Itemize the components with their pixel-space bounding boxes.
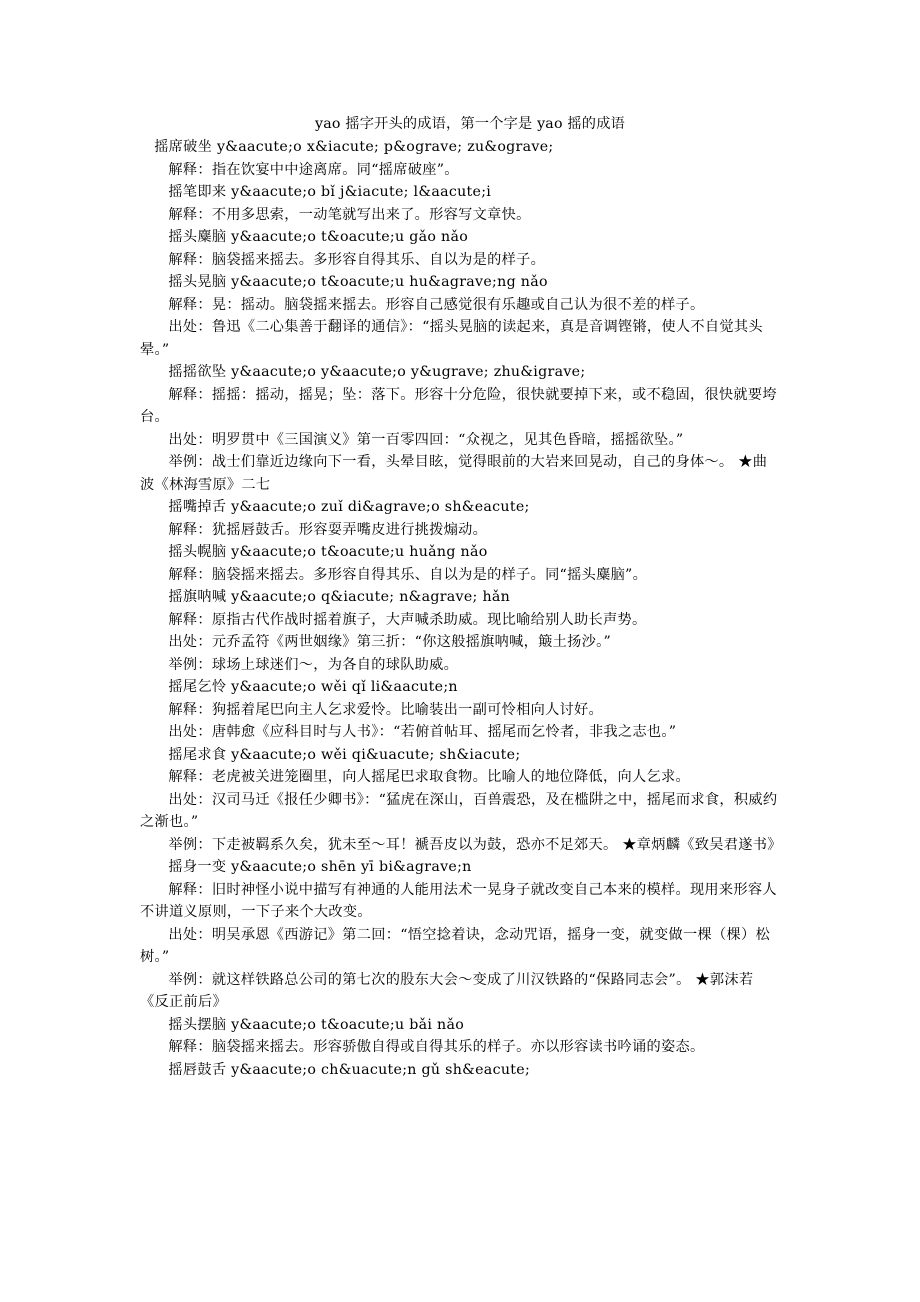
text-line: 摇笔即来 y&aacute;o bǐ j&iacute; l&aacute;i xyxy=(168,184,492,200)
text-line: 解释：原指古代作战时摇着旗子，大声喊杀助威。现比喻给别人助长声势。 xyxy=(168,611,647,628)
text-line: 举例：就这样铁路总公司的第七次的股东大会～变成了川汉铁路的“保路同志会”。 ★郭沫若《反正前后》 xyxy=(140,971,754,1010)
text-line: 摇旗呐喊 y&aacute;o q&iacute; n&agrave; hǎn xyxy=(168,589,511,605)
text-line: 解释：不用多思索，一动笔就写出来了。形容写文章快。 xyxy=(168,206,531,223)
text-line: 摇头摆脑 y&aacute;o t&oacute;u bǎi nǎo xyxy=(168,1016,465,1033)
text-line: 解释：犹摇唇鼓舌。形容耍弄嘴皮进行挑拨煽动。 xyxy=(168,521,488,538)
text-line: 出处：鲁迅《二心集善于翻译的通信》：“摇头晃脑的读起来，真是音调铿锵，使人不自觉其头晕。” xyxy=(140,319,763,358)
text-line: 解释：旧时神怪小说中描写有神通的人能用法术一晃身子就改变自己本来的模样。现用来形容人不讲道义原则，一下子来个大改变。 xyxy=(140,881,777,920)
text-line: 解释：指在饮宴中中途离席。同“摇席破座”。 xyxy=(168,161,459,178)
text-line: 出处：明吴承恩《西游记》第二回：“悟空捻着诀，念动咒语，摇身一变，就变做一棵（棵）松树。” xyxy=(140,926,770,965)
text-line: 解释：晃：摇动。脑袋摇来摇去。形容自己感觉很有乐趣或自己认为很不差的样子。 xyxy=(168,296,705,313)
text-line: 摇唇鼓舌 y&aacute;o ch&uacute;n gǔ sh&eacute; xyxy=(168,1061,531,1078)
text-line: 出处：唐韩愈《应科目时与人书》：“若俯首帖耳、摇尾而乞怜者，非我之志也。” xyxy=(168,724,677,740)
text-line: 摇嘴掉舌 y&aacute;o zuǐ di&agrave;o sh&eacute; xyxy=(168,499,530,515)
text-line: 出处：汉司马迁《报任少卿书》：“猛虎在深山，百兽震恐，及在槛阱之中，摇尾而求食，积威约之渐也。” xyxy=(140,791,778,830)
text-line: 摇头晃脑 y&aacute;o t&oacute;u hu&agrave;ng nǎo xyxy=(168,274,548,290)
text-line: 举例：战士们靠近边缘向下一看，头晕目眩，觉得眼前的大岩来回晃动，自己的身体～。 ★曲波《林海雪原》二七 xyxy=(140,454,768,493)
text-line: 解释：脑袋摇来摇去。多形容自得其乐、自以为是的样子。同“摇头麋脑”。 xyxy=(168,566,648,583)
text-line: 举例：下走被羁系久矣，犹未至～耳！褫吾皮以为鼓，恐亦不足郊天。 ★章炳麟《致吴君遂书》 xyxy=(168,836,782,853)
text-line: 摇摇欲坠 y&aacute;o y&aacute;o y&ugrave; zhu&igrave; xyxy=(168,364,586,380)
text-line: 出处：元乔孟符《两世姻缘》第三折：“你这般摇旗呐喊，簸土扬沙。” xyxy=(168,634,612,650)
text-line: 解释：老虎被关进笼圈里，向人摇尾巴求取食物。比喻人的地位降低，向人乞求。 xyxy=(168,769,690,785)
page-title: yao 摇字开头的成语，第一个字是 yao 摇的成语 xyxy=(315,116,625,132)
document-body xyxy=(140,136,780,1081)
text-line: 解释：狗摇着尾巴向主人乞求爱怜。比喻装出一副可怜相向人讨好。 xyxy=(168,701,604,718)
text-line: 摇尾乞怜 y&aacute;o wěi qǐ li&aacute;n xyxy=(168,679,458,695)
document-page xyxy=(140,113,780,1081)
text-line: 举例：球场上球迷们～，为各自的球队助威。 xyxy=(168,656,459,673)
text-line: 摇头幌脑 y&aacute;o t&oacute;u huǎng nǎo xyxy=(168,544,488,560)
text-line: 出处：明罗贯中《三国演义》第一百零四回：“众视之，见其色昏暗，摇摇欲坠。” xyxy=(168,431,684,448)
text-line: 解释：脑袋摇来摇去。形容骄傲自得或自得其乐的样子。亦以形容读书吟诵的姿态。 xyxy=(168,1039,705,1055)
text-line: 摇身一变 y&aacute;o shēn yī bi&agrave;n xyxy=(168,859,472,875)
text-line: 摇席破坐 y&aacute;o x&iacute; p&ograve; zu&ograve; xyxy=(154,139,554,155)
text-line: 摇头麋脑 y&aacute;o t&oacute;u gǎo nǎo xyxy=(168,229,469,245)
text-line: 解释：脑袋摇来摇去。多形容自得其乐、自以为是的样子。 xyxy=(168,251,546,268)
text-line: 摇尾求食 y&aacute;o wěi qi&uacute; sh&iacute; xyxy=(168,746,521,763)
text-line: 解释：摇摇：摇动，摇晃；坠：落下。形容十分危险，很快就要掉下来，或不稳固，很快就要垮台。 xyxy=(140,386,777,425)
